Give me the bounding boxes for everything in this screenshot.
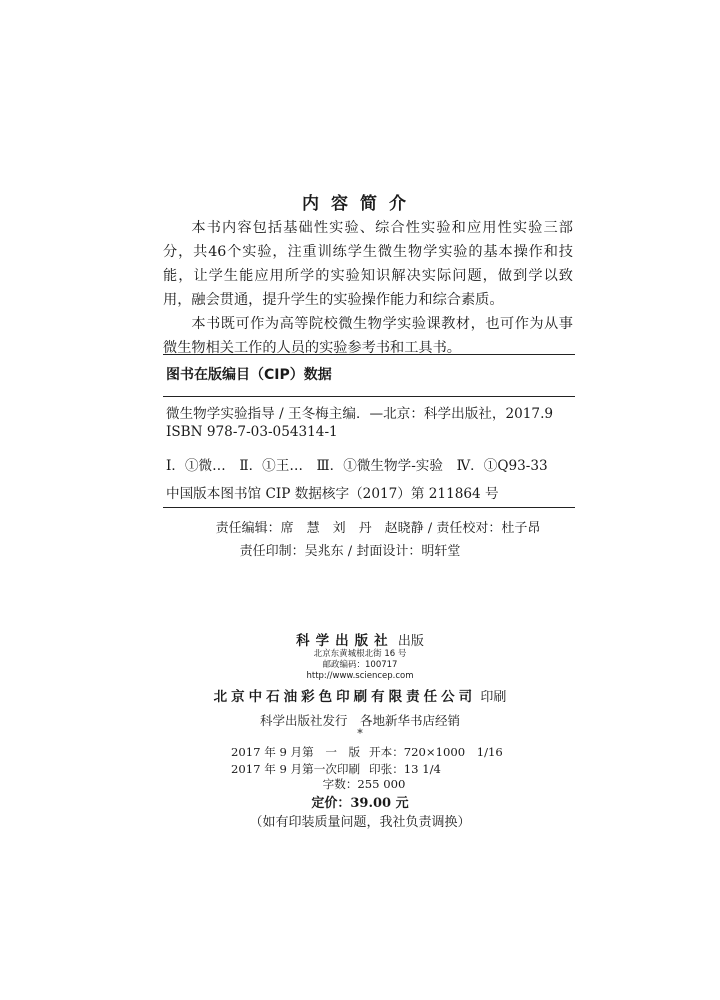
publisher-website: http://www.sciencep.com	[306, 671, 414, 681]
word-count: 字数：255 000	[322, 777, 406, 791]
distribution-line: 科学出版社发行 各地新华书店经销	[259, 713, 460, 728]
publisher-name: 科学出版社	[296, 633, 394, 649]
intro-title: 内容简介	[302, 194, 418, 214]
cip-isbn: ISBN 978-7-03-054314-1	[166, 424, 338, 440]
cip-title-line: 微生物学实验指导 / 王冬梅主编．—北京：科学出版社，2017.9	[166, 406, 554, 422]
price: 定价：39.00 元	[311, 796, 409, 811]
separator-star: *	[357, 727, 363, 740]
cip-top-rule	[163, 354, 575, 355]
production-line: 责任印制：吴兆东 / 封面设计：明轩堂	[239, 544, 461, 559]
cip-heading: 图书在版编目（CIP）数据	[166, 367, 332, 383]
intro-paragraph: 本书既可作为高等院校微生物学实验课教材，也可作为从事微生物相关工作的人员的实验参考书和工具书。	[163, 316, 573, 356]
publisher-address: 北京东黄城根北街 16 号	[313, 649, 407, 659]
printer-suffix: 印刷	[480, 690, 507, 705]
printer-name: 北京中石油彩色印刷有限责任公司	[213, 689, 477, 705]
cip-record-number: 中国版本图书馆 CIP 数据核字（2017）第 211864 号	[166, 486, 499, 502]
quality-notice: （如有印装质量问题，我社负责调换）	[249, 815, 471, 830]
cip-divider	[163, 396, 575, 397]
printing-line	[231, 761, 441, 777]
publisher-postcode: 邮政编码：100717	[322, 660, 398, 670]
publisher-suffix: 出版	[397, 634, 424, 649]
cip-classification: Ⅰ．①微… Ⅱ．①王… Ⅲ．①微生物学-实验 Ⅳ．①Q93-33	[166, 458, 548, 474]
printer-line	[0, 685, 720, 705]
cip-bottom-rule	[163, 507, 575, 508]
printed-sheets: 印张：13 1/4	[369, 762, 441, 776]
publisher-line	[0, 629, 720, 649]
intro-paragraph: 本书内容包括基础性实验、综合性实验和应用性实验三部分，共46个实验，注重训练学生微生物学实验的基本操作和技能，让学生能应用所学的实验知识解决实际问题，做到学以致用，融会贯通，提升学生的实验操作能力和综合素质。	[163, 220, 573, 308]
first-printing: 2017 年 9 月第一次印刷	[231, 762, 361, 776]
first-edition: 2017 年 9 月第 一 版	[231, 745, 361, 759]
book-format: 开本：720×1000 1/16	[369, 745, 503, 759]
edition-line	[231, 744, 503, 760]
intro-section	[163, 216, 573, 360]
editors-line: 责任编辑：席 慧 刘 丹 赵晓静 / 责任校对：杜子昂	[215, 521, 541, 536]
